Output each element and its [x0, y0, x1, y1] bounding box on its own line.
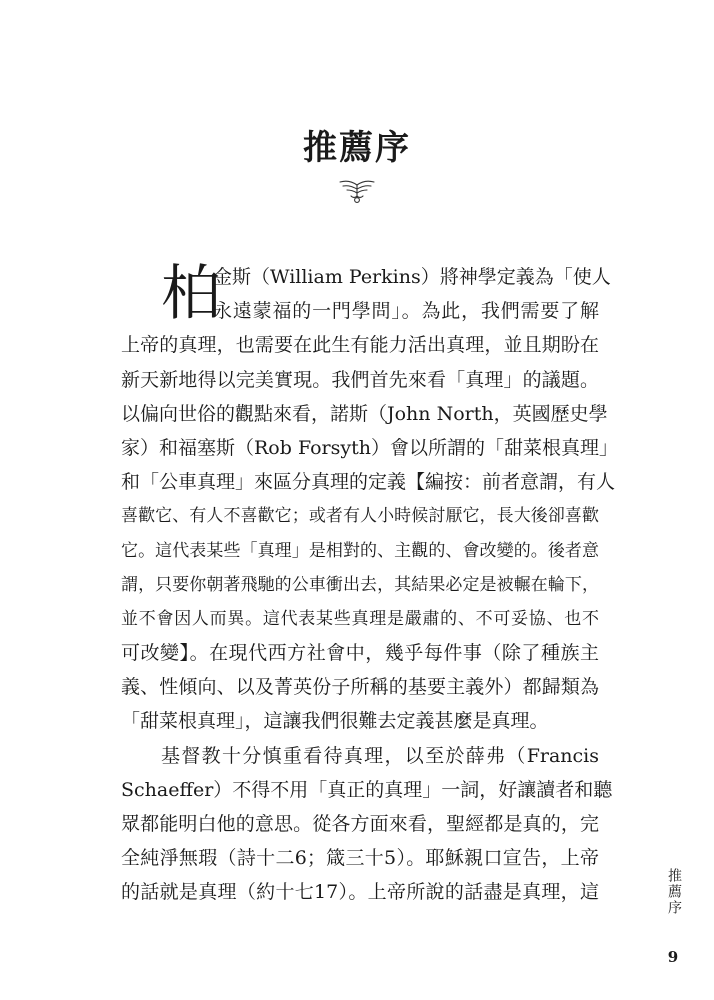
- flourish-ornament-icon: [337, 176, 377, 206]
- text-line: 家）和福塞斯（Rob Forsyth）會以所謂的「甜菜根真理」: [121, 436, 618, 459]
- text-line: 並不會因人而異。這代表某些真理是嚴肅的、不可妥協、也不: [121, 608, 599, 629]
- text-line: 全純淨無瑕（詩十二6；箴三十5）。耶穌親口宣告，上帝: [121, 847, 599, 870]
- text-line: 以偏向世俗的觀點來看，諾斯（John North，英國歷史學: [121, 402, 608, 425]
- text-line: 新天新地得以完美實現。我們首先來看「真理」的議題。: [121, 368, 599, 391]
- text-line: 義、性傾向、以及菁英份子所稱的基要主義外）都歸類為: [121, 676, 599, 699]
- text-line: 和「公車真理」來區分真理的定義【編按：前者意謂，有人: [121, 471, 616, 494]
- text-line: 喜歡它、有人不喜歡它；或者有人小時候討厭它，長大後卻喜歡: [121, 506, 599, 527]
- text-line: 基督教十分慎重看待真理，以至於薛弗（Francis: [161, 744, 599, 767]
- text-line: 金斯（William Perkins）將神學定義為「使人: [213, 266, 611, 288]
- text-line: 可改變】。在現代西方社會中，幾乎每件事（除了種族主: [121, 642, 599, 665]
- text-line: 它。這代表某些「真理」是相對的、主觀的、會改變的。後者意: [121, 540, 599, 561]
- body-text: [121, 259, 618, 910]
- text-line: 眾都能明白他的意思。從各方面來看，聖經都是真的，完: [121, 813, 599, 835]
- text-line: 的話就是真理（約十七17）。上帝所說的話盡是真理，這: [121, 881, 599, 904]
- text-line: 永遠蒙福的一門學問」。為此，我們需要了解: [213, 300, 599, 323]
- text-line: 謂，只要你朝著飛馳的公車衝出去，其結果必定是被輾在輪下，: [121, 574, 599, 595]
- text-line: 「甜菜根真理」，這讓我們很難去定義甚麼是真理。: [121, 710, 549, 733]
- drop-cap: 柏: [161, 259, 221, 329]
- page-title: 推薦序: [303, 128, 411, 168]
- page-number: 9: [667, 948, 679, 966]
- text-line: Schaeffer）不得不用「真正的真理」一詞，好讓讀者和聽: [121, 778, 613, 801]
- running-header: 推薦序: [666, 868, 682, 916]
- text-line: 上帝的真理，也需要在此生有能力活出真理，並且期盼在: [121, 334, 599, 357]
